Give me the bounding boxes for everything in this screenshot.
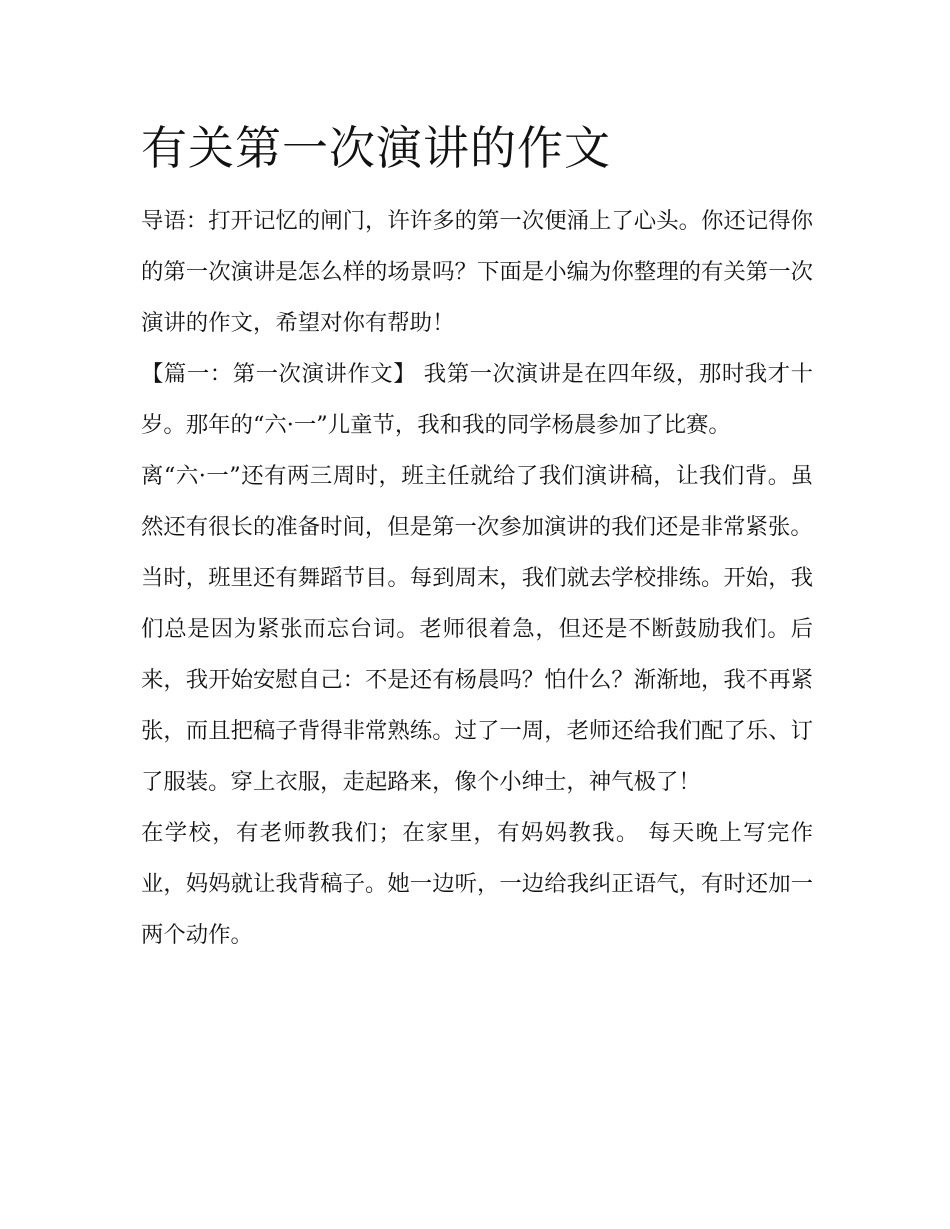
document-title: 有关第一次演讲的作文 [141,121,611,175]
paragraph-preparation: 离“六·一”还有两三周时，班主任就给了我们演讲稿，让我们背。虽然还有很长的准备时间，但是第一次参加演讲的我们还是非常紧张。 [141,463,813,540]
paragraph-home-practice: 在学校，有老师教我们；在家里，有妈妈教我。 每天晚上写完作业，妈妈就让我背稿子。她一边听，一边给我纠正语气，有时还加一两个动作。 [141,820,813,948]
document-page [141,110,813,961]
paragraph-rehearsal: 当时，班里还有舞蹈节目。每到周末，我们就去学校排练。开始，我们总是因为紧张而忘台词。老师很着急，但还是不断鼓励我们。后来，我开始安慰自己：不是还有杨晨吗？怕什么？渐渐地，我不再紧张，而且把稿子背得非常熟练。过了一周，老师还给我们配了乐、订了服装。穿上衣服，走起路来，像个小绅士，神气极了！ [141,565,813,795]
paragraph-intro: 导语：打开记忆的闸门，许许多的第一次便涌上了心头。你还记得你的第一次演讲是怎么样的场景吗？下面是小编为你整理的有关第一次演讲的作文，希望对你有帮助！ [141,208,813,336]
document-body [141,196,813,961]
paragraph-essay-one-opening: 【篇一：第一次演讲作文】 我第一次演讲是在四年级，那时我才十岁。那年的“六·一”儿童节，我和我的同学杨晨参加了比赛。 [141,361,813,438]
